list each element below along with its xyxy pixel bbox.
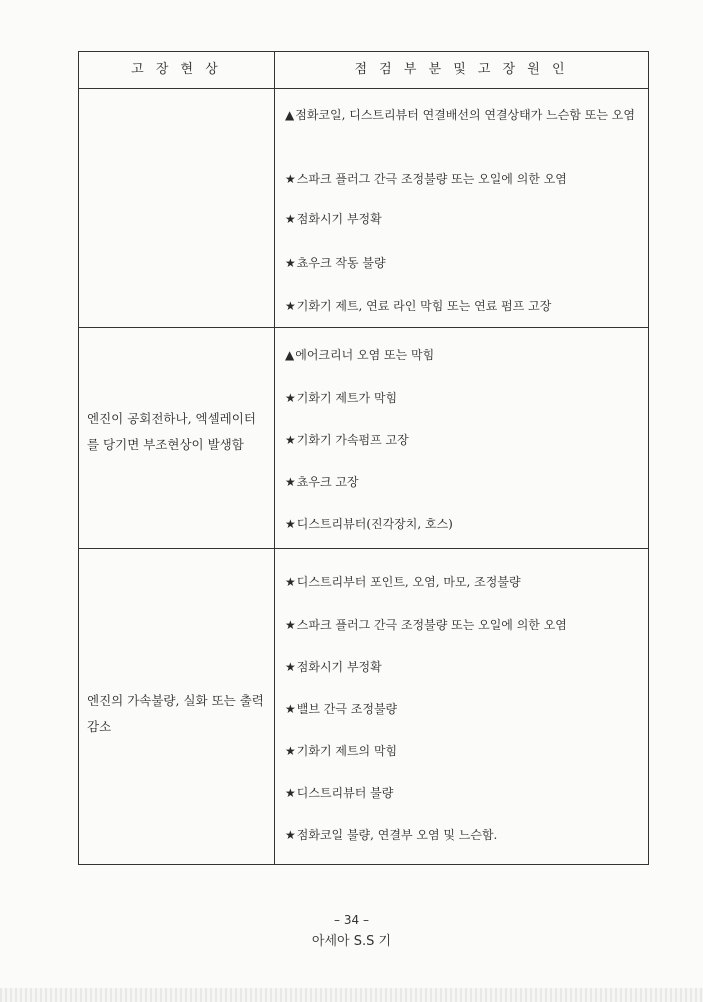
cause-item: ★쵸우크 작동 불량 — [285, 256, 386, 270]
triangle-icon: ▲ — [285, 348, 295, 362]
header-cause: 점 검 부 분 및 고 장 원 인 — [354, 62, 569, 77]
cause-item: ★스파크 플러그 간극 조정불량 또는 오일에 의한 오염 — [285, 172, 567, 186]
header-divider — [79, 88, 648, 89]
cause-item: ★기화기 가속펌프 고장 — [285, 433, 409, 447]
triangle-icon: ▲ — [285, 108, 295, 122]
star-icon: ★ — [285, 299, 296, 313]
star-icon: ★ — [285, 660, 296, 674]
star-icon: ★ — [285, 172, 296, 186]
cause-item: ★기화기 제트가 막힘 — [285, 391, 398, 405]
header-symptom: 고 장 현 상 — [131, 62, 222, 77]
star-icon: ★ — [285, 391, 296, 405]
cause-item: ▲점화코일, 디스트리뷰터 연결배선의 연결상태가 느슨함 또는 오염 — [285, 108, 635, 122]
star-icon: ★ — [285, 475, 296, 489]
star-icon: ★ — [285, 744, 296, 758]
star-icon: ★ — [285, 517, 296, 531]
star-icon: ★ — [285, 828, 296, 842]
cause-item: ★디스트리뷰터(진각장치, 호스) — [285, 517, 453, 531]
cause-item: ▲에어크리너 오염 또는 막힘 — [285, 348, 435, 362]
cause-item: ★디스트리부터 포인트, 오염, 마모, 조정불량 — [285, 575, 521, 589]
star-icon: ★ — [285, 212, 296, 226]
star-icon: ★ — [285, 433, 296, 447]
cause-item: ★점화시기 부정확 — [285, 212, 382, 226]
cause-item: ★점화코일 불량, 연결부 오염 및 느슨함. — [285, 828, 498, 842]
row-divider-2 — [79, 548, 648, 549]
cause-item: ★기화기 제트, 연료 라인 막힘 또는 연료 펌프 고장 — [285, 299, 552, 313]
troubleshooting-table — [78, 51, 649, 865]
cause-item: ★점화시기 부정확 — [285, 660, 382, 674]
star-icon: ★ — [285, 256, 296, 270]
cause-item: ★쵸우크 고장 — [285, 475, 359, 489]
star-icon: ★ — [285, 702, 296, 716]
star-icon: ★ — [285, 618, 296, 632]
star-icon: ★ — [285, 575, 296, 589]
page-number: – 34 – — [334, 913, 369, 927]
star-icon: ★ — [285, 786, 296, 800]
scan-edge-artifact — [0, 988, 703, 1002]
company-name: 아세아 S.S 기 — [311, 934, 392, 949]
cause-item: ★스파크 플러그 간극 조정불량 또는 오일에 의한 오염 — [285, 618, 567, 632]
column-divider — [274, 52, 275, 864]
cause-item: ★디스트리뷰터 불량 — [285, 786, 394, 800]
row-3-symptom: 엔진의 가속불량, 실화 또는 출력 감소 — [87, 693, 264, 734]
row-2-symptom: 엔진이 공회전하나, 엑셀레이터를 당기면 부조현상이 발생함 — [87, 411, 256, 452]
row-divider-1 — [79, 327, 648, 328]
cause-item: ★밸브 간극 조정불량 — [285, 702, 398, 716]
cause-item: ★기화기 제트의 막힘 — [285, 744, 398, 758]
